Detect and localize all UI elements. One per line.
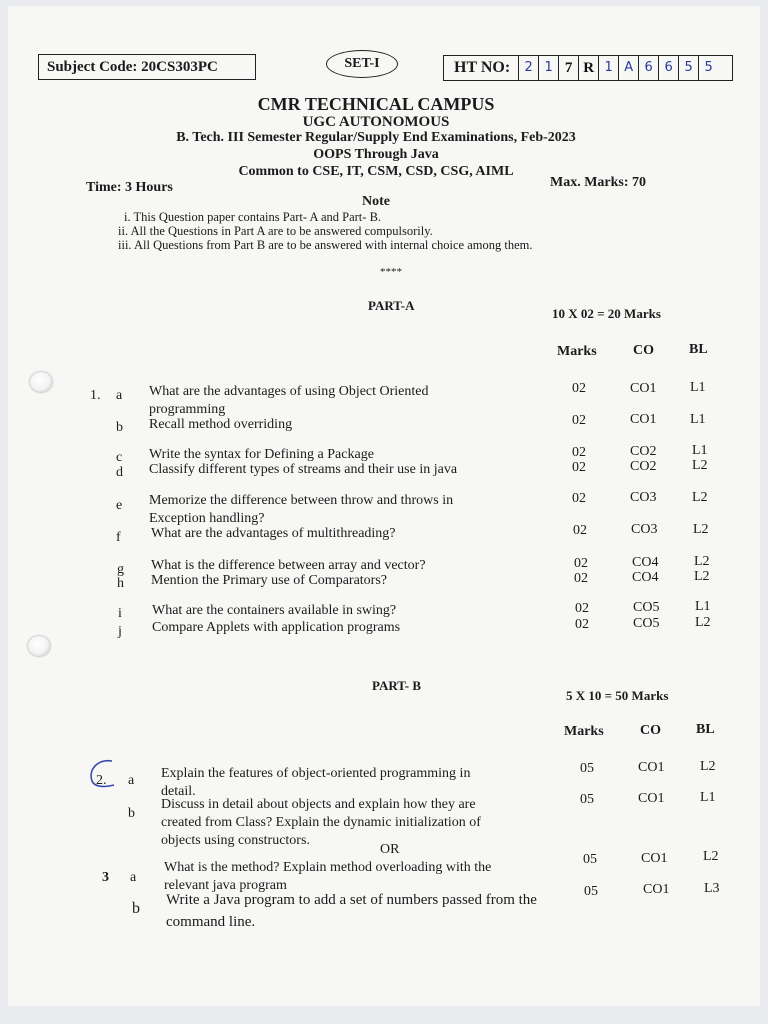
note-item: i. This Question paper contains Part- A and Part- B. [124,210,382,224]
question-text: objects using constructors. [161,833,310,848]
part-b-col-bl: BL [696,722,715,737]
question-co: CO3 [630,490,657,505]
question-co: CO1 [630,381,657,396]
question-co: CO2 [630,444,657,459]
question-label: g [117,562,124,577]
question-label: b [116,420,123,435]
note-item: ii. All the Questions in Part A are to be answered compulsorily. [118,224,433,238]
question-bl: L2 [694,569,710,584]
ht-digit: 6 [638,56,658,80]
question-bl: L1 [700,790,716,805]
exam-duration: Time: 3 Hours [86,180,173,195]
hall-ticket-box [443,55,733,81]
question-number: 3 [102,870,109,885]
question-co: CO3 [631,522,658,537]
autonomous-label: UGC AUTONOMOUS [302,114,450,130]
question-text: Write a Java program to add a set of numbers passed from the [166,892,537,908]
question-text: What are the containers available in swing? [152,603,397,618]
hall-ticket-label: HT NO: [454,59,511,76]
question-bl: L2 [703,849,719,864]
question-number: 1. [90,388,101,403]
question-marks: 05 [580,761,594,776]
set-badge: SET-I [326,50,398,78]
part-a-heading: PART-A [368,298,415,313]
exam-title: B. Tech. III Semester Regular/Supply End Examinations, Feb-2023 [176,130,576,145]
question-bl: L2 [695,615,711,630]
question-label: d [116,465,123,480]
question-number: 2. [96,773,107,788]
question-bl: L3 [704,881,720,896]
question-text: Mention the Primary use of Comparators? [151,573,388,588]
question-marks: 02 [575,601,589,616]
question-text: Write the syntax for Defining a Package [149,447,374,462]
branches-line: Common to CSE, IT, CSM, CSD, CSG, AIML [238,164,514,179]
part-b-col-co: CO [640,723,661,738]
or-separator: OR [380,842,400,857]
question-text: detail. [161,784,196,799]
question-marks: 02 [572,381,586,396]
question-bl: L1 [690,412,706,427]
part-b-col-marks: Marks [564,724,604,739]
question-co: CO1 [630,412,657,427]
ht-digit: 2 [518,56,538,80]
question-marks: 02 [572,445,586,460]
question-text: relevant java program [164,878,287,893]
question-marks: 02 [573,523,587,538]
question-marks: 02 [572,413,586,428]
question-label: j [118,624,122,639]
question-co: CO4 [632,570,659,585]
question-text: Exception handling? [149,511,265,526]
question-co: CO1 [641,851,668,866]
subject-title: OOPS Through Java [313,147,439,162]
college-name: CMR TECHNICAL CAMPUS [257,94,495,114]
question-text: Classify different types of streams and their use in java [149,462,458,477]
question-marks: 02 [572,491,586,506]
question-co: CO1 [638,760,665,775]
question-label: f [116,530,121,545]
question-text: Discuss in detail about objects and explain how they are [161,797,476,812]
question-text: Memorize the difference between throw and throws in [149,493,454,508]
question-label: h [117,576,124,591]
note-item: iii. All Questions from Part B are to be answered with internal choice among them. [118,238,533,252]
question-marks: 02 [572,460,586,475]
question-text: command line. [166,914,256,930]
question-marks: 02 [574,556,588,571]
question-co: CO4 [632,555,659,570]
ht-digit: 1 [538,56,558,80]
part-a-marks-line: 10 X 02 = 20 Marks [552,306,661,321]
question-label: e [116,498,123,513]
question-bl: L2 [700,759,716,774]
question-marks: 02 [575,617,589,632]
separator-stars: **** [380,266,402,278]
max-marks: Max. Marks: 70 [550,175,647,190]
question-text: What are the advantages of using Object Oriented [149,384,429,399]
handwritten-circle-mark [84,757,124,791]
part-b-heading: PART- B [372,678,422,693]
question-label: a [130,870,137,885]
ht-digit: A [618,56,638,80]
question-text: Recall method overriding [149,417,293,432]
part-b-marks-line: 5 X 10 = 50 Marks [566,688,669,703]
question-label: i [118,606,122,621]
question-bl: L1 [690,380,706,395]
punch-hole [30,372,52,392]
ht-digit: 6 [658,56,678,80]
question-co: CO5 [633,616,660,631]
question-marks: 02 [574,571,588,586]
ht-digit: R [578,56,598,80]
question-text: What are the advantages of multithreading? [151,526,396,541]
question-label: c [116,450,123,465]
question-text: programming [149,402,226,417]
question-bl: L2 [694,554,710,569]
ht-digit: 7 [558,56,578,80]
question-label: b [128,806,135,821]
question-marks: 05 [580,792,594,807]
ht-digit: 5 [678,56,698,80]
question-bl: L1 [695,599,711,614]
question-label: a [116,388,123,403]
ht-digit: 5 [698,56,718,80]
note-heading: Note [362,194,390,209]
question-text: What is the difference between array and vector? [151,558,426,573]
question-label: a [128,773,135,788]
question-bl: L1 [692,443,708,458]
question-text: created from Class? Explain the dynamic initialization of [161,815,481,830]
subject-code-box: Subject Code: 20CS303PC [38,54,256,80]
question-bl: L2 [692,490,708,505]
question-co: CO1 [638,791,665,806]
question-bl: L2 [693,522,709,537]
part-a-col-co: CO [633,343,654,358]
part-a-col-bl: BL [689,342,708,357]
question-label: b [132,900,140,917]
question-text: Compare Applets with application programs [152,620,401,635]
question-text: Explain the features of object-oriented programming in [161,766,471,781]
question-bl: L2 [692,458,708,473]
question-marks: 05 [584,884,598,899]
question-co: CO5 [633,600,660,615]
ht-digit: 1 [598,56,618,80]
question-text: What is the method? Explain method overloading with the [164,860,492,875]
question-co: CO1 [643,882,670,897]
part-a-col-marks: Marks [557,344,597,359]
punch-hole [28,636,50,656]
question-marks: 05 [583,852,597,867]
question-co: CO2 [630,459,657,474]
